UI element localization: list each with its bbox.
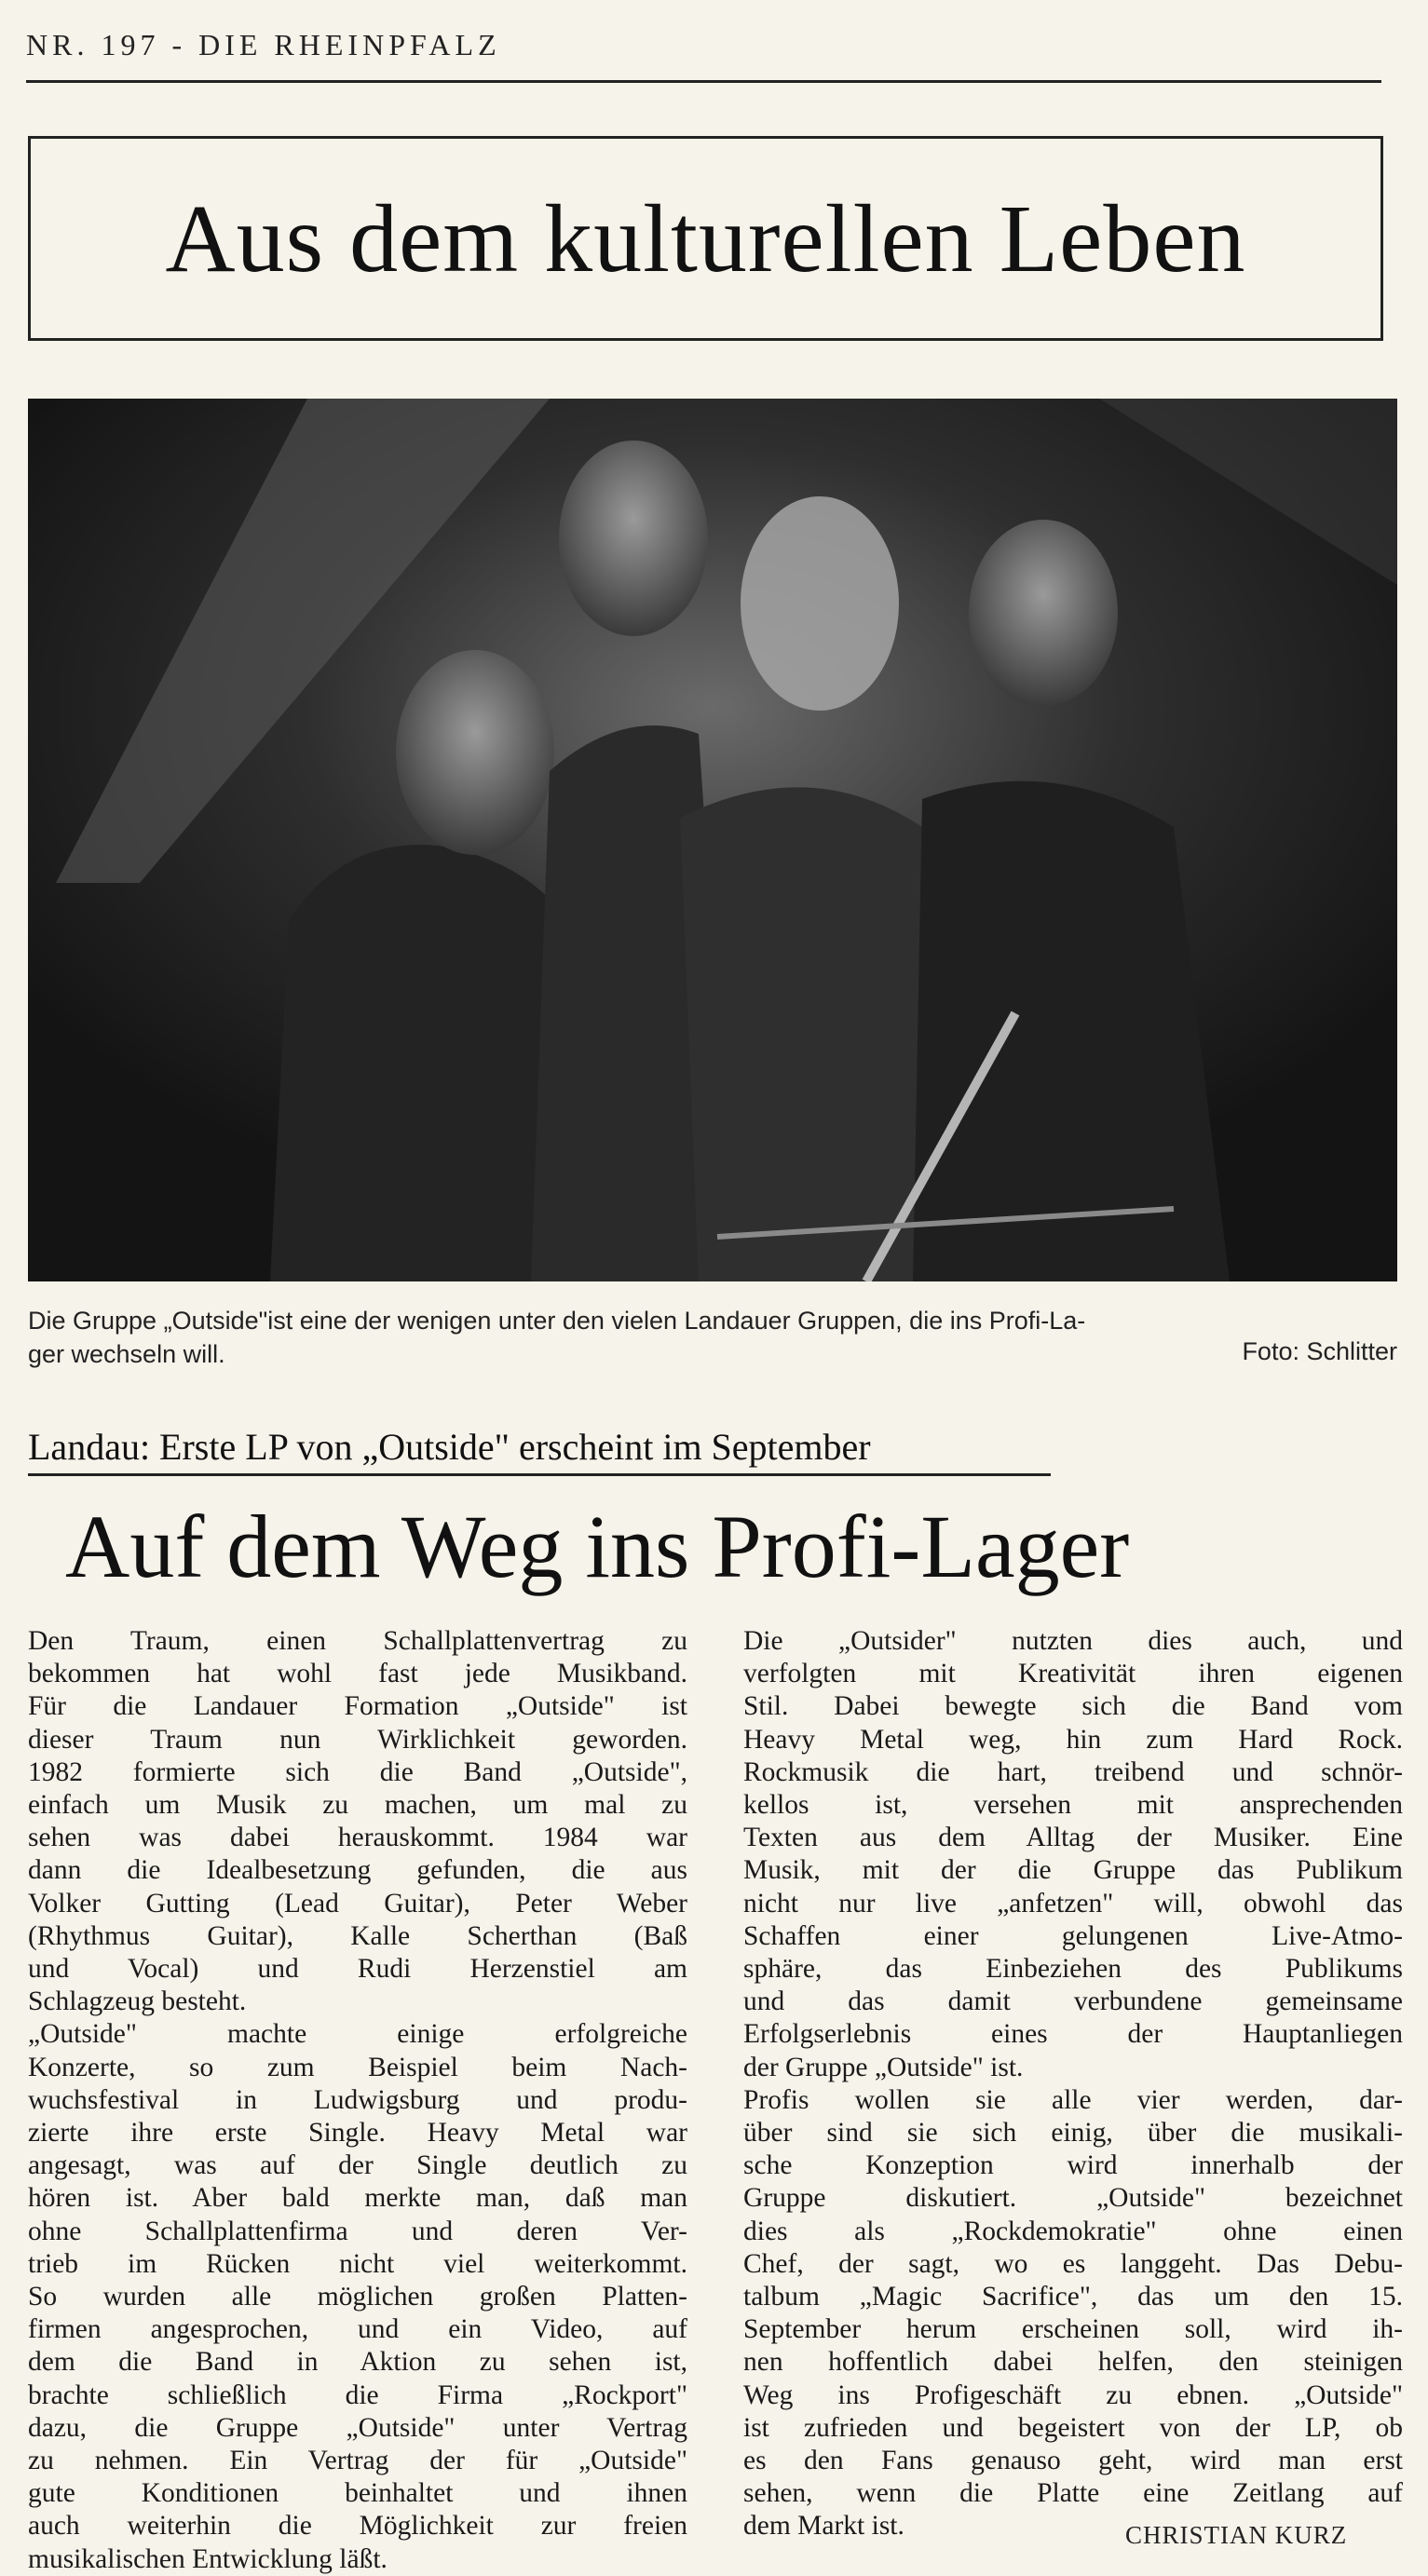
- text-line: Gruppe diskutiert. „Outside" bezeichnet: [743, 2183, 1403, 2214]
- text-line: nicht nur live „anfetzen" will, obwohl das: [743, 1888, 1403, 1918]
- text-line: 1982 formierte sich die Band „Outside",: [28, 1756, 687, 1787]
- text-line: talbum „Magic Sacrifice", das um den 15.: [743, 2282, 1403, 2312]
- kicker-rule: [28, 1473, 1051, 1476]
- text-line: „Outside" machte einige erfolgreiche: [28, 2019, 687, 2050]
- text-line: Texten aus dem Alltag der Musiker. Eine: [743, 1823, 1403, 1853]
- text-line: Schlagzeug besteht.: [28, 1986, 247, 2017]
- text-line: Den Traum, einen Schallplattenvertrag zu: [28, 1626, 687, 1656]
- section-header-box: [28, 136, 1383, 341]
- text-line: zu nehmen. Ein Vertrag der für „Outside": [28, 2446, 687, 2476]
- text-line: Heavy Metal weg, hin zum Hard Rock.: [743, 1724, 1403, 1755]
- text-line: Profis wollen sie alle vier werden, dar-: [743, 2084, 1403, 2115]
- text-line: trieb im Rücken nicht viel weiterkommt.: [28, 2248, 687, 2279]
- text-line: sehen was dabei herauskommt. 1984 war: [28, 1823, 687, 1853]
- text-line: wuchsfestival in Ludwigsburg und produ-: [28, 2084, 687, 2115]
- text-line: sehen, wenn die Platte eine Zeitlang auf: [743, 2478, 1403, 2509]
- text-line: dem Markt ist.: [743, 2511, 904, 2542]
- band-photo: [28, 399, 1397, 1281]
- text-line: sche Konzeption wird innerhalb der: [743, 2150, 1403, 2181]
- text-line: angesagt, was auf der Single deutlich zu: [28, 2150, 687, 2181]
- text-line: Erfolgserlebnis eines der Hauptanliegen: [743, 2019, 1403, 2050]
- text-line: Konzerte, so zum Beispiel beim Nach-: [28, 2052, 687, 2082]
- text-line: dieser Traum nun Wirklichkeit geworden.: [28, 1724, 687, 1755]
- text-line: verfolgten mit Kreativität ihren eigenen: [743, 1659, 1403, 1689]
- text-line: Schaffen einer gelungenen Live-Atmo-: [743, 1920, 1403, 1951]
- text-line: Musik, mit der die Gruppe das Publikum: [743, 1855, 1403, 1886]
- caption-line: Die Gruppe „Outside"ist eine der wenigen unter den vielen Landauer Gruppen, die ins Profi-La-: [28, 1307, 1086, 1335]
- text-line: nen hoffentlich dabei helfen, den steinigen: [743, 2347, 1403, 2378]
- text-line: und das damit verbundene gemeinsame: [743, 1986, 1403, 2017]
- top-rule: [26, 80, 1381, 83]
- text-line: auch weiterhin die Möglichkeit zur freien: [28, 2511, 687, 2542]
- text-line: bekommen hat wohl fast jede Musikband.: [28, 1659, 687, 1689]
- caption-line: ger wechseln will.: [28, 1340, 225, 1368]
- text-line: Chef, der sagt, wo es langgeht. Das Debu-: [743, 2248, 1403, 2279]
- text-line: der Gruppe „Outside" ist.: [743, 2052, 1024, 2082]
- text-line: dazu, die Gruppe „Outside" unter Vertrag: [28, 2412, 687, 2443]
- photo-caption: [28, 1304, 1397, 1371]
- photo-credit: Foto: Schlitter: [1242, 1337, 1397, 1365]
- article-kicker: Landau: Erste LP von „Outside" erscheint im September: [28, 1426, 871, 1468]
- text-line: über sind sie sich einig, über die musikali-: [743, 2118, 1403, 2149]
- text-line: Weg ins Profigeschäft zu ebnen. „Outside": [743, 2379, 1403, 2410]
- text-line: musikalischen Entwicklung läßt.: [28, 2543, 388, 2574]
- section-title: Aus dem kulturellen Leben: [165, 184, 1246, 292]
- text-line: Volker Gutting (Lead Guitar), Peter Weber: [28, 1888, 687, 1918]
- text-line: sphäre, das Einbeziehen des Publikums: [743, 1954, 1403, 1985]
- text-line: zierte ihre erste Single. Heavy Metal war: [28, 2118, 687, 2149]
- band-photo-illustration: [28, 399, 1397, 1281]
- article-column-right: [743, 1625, 1403, 2543]
- text-line: September herum erscheinen soll, wird ih-: [743, 2314, 1403, 2345]
- text-line: brachte schließlich die Firma „Rockport": [28, 2379, 687, 2410]
- text-line: Stil. Dabei bewegte sich die Band vom: [743, 1691, 1403, 1722]
- text-line: Die „Outsider" nutzten dies auch, und: [743, 1626, 1403, 1656]
- text-line: es den Fans genauso geht, wird man erst: [743, 2446, 1403, 2476]
- text-line: firmen angesprochen, und ein Video, auf: [28, 2314, 687, 2345]
- text-line: dann die Idealbesetzung gefunden, die aus: [28, 1855, 687, 1886]
- text-line: hören ist. Aber bald merkte man, daß man: [28, 2183, 687, 2214]
- masthead: NR. 197 - DIE RHEINPFALZ: [26, 28, 501, 61]
- text-line: einfach um Musik zu machen, um mal zu: [28, 1790, 687, 1821]
- text-line: So wurden alle möglichen großen Platten-: [28, 2282, 687, 2312]
- text-line: (Rhythmus Guitar), Kalle Scherthan (Baß: [28, 1920, 687, 1951]
- text-line: dies als „Rockdemokratie" ohne einen: [743, 2216, 1403, 2246]
- text-line: kellos ist, versehen mit ansprechenden: [743, 1790, 1403, 1821]
- text-line: ist zufrieden und begeistert von der LP, ob: [743, 2412, 1403, 2443]
- text-line: Rockmusik die hart, treibend und schnör-: [743, 1756, 1403, 1787]
- article-column-left: [28, 1625, 687, 2576]
- text-line: und Vocal) und Rudi Herzenstiel am: [28, 1954, 687, 1985]
- author-byline: CHRISTIAN KURZ: [1125, 2521, 1348, 2549]
- text-line: ohne Schallplattenfirma und deren Ver-: [28, 2216, 687, 2246]
- text-line: gute Konditionen beinhaltet und ihnen: [28, 2478, 687, 2509]
- text-line: Für die Landauer Formation „Outside" ist: [28, 1691, 687, 1722]
- text-line: dem die Band in Aktion zu sehen ist,: [28, 2347, 687, 2378]
- article-headline: Auf dem Weg ins Profi-Lager: [65, 1497, 1130, 1596]
